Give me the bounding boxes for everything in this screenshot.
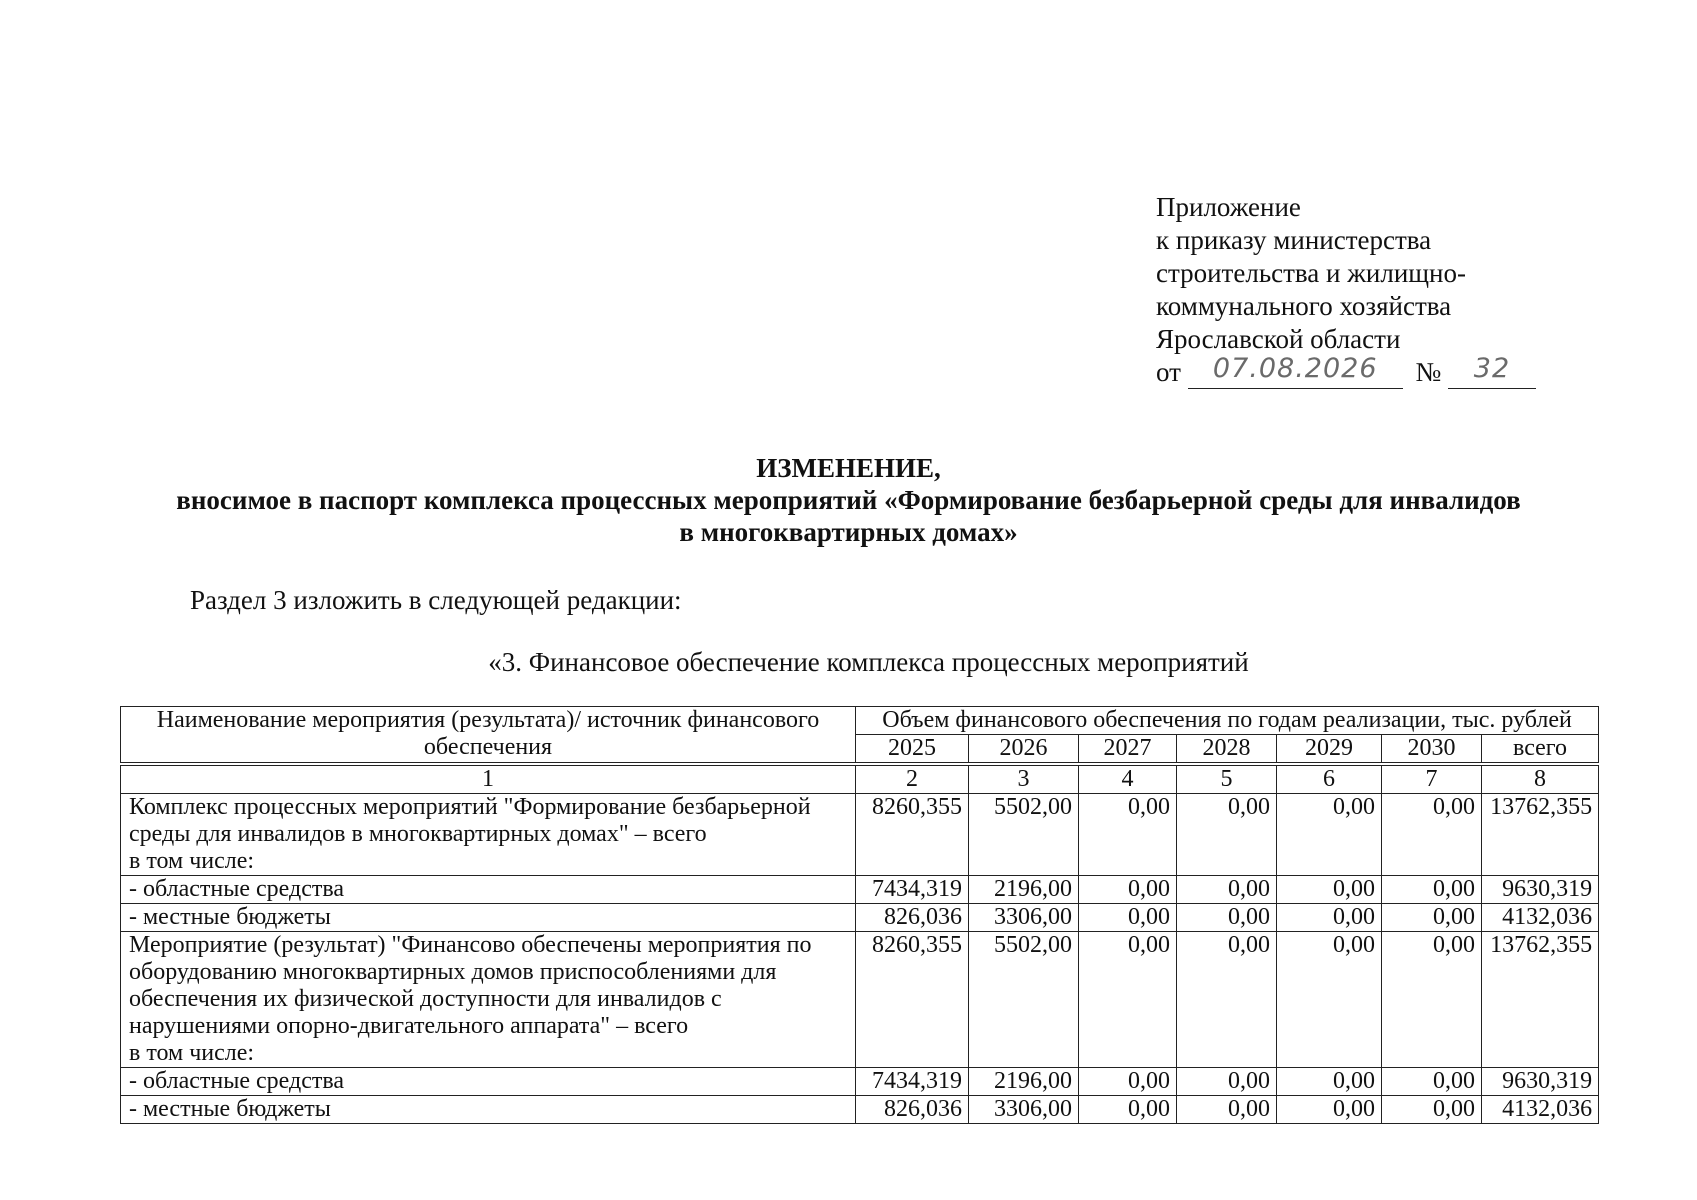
row-value: 0,00 [1177,1068,1277,1096]
finance-table [120,706,1599,1124]
row-total: 4132,036 [1482,1096,1599,1124]
row-total: 13762,355 [1482,932,1599,1068]
row-value: 0,00 [1079,932,1177,1068]
row-value: 0,00 [1382,876,1482,904]
table-body [121,763,1599,1124]
row-value: 0,00 [1079,1068,1177,1096]
order-date-number-line [1156,353,1576,389]
row-name: Мероприятие (результат) "Финансово обеспечены мероприятия по оборудованию многоквартирных домов приспособлениями для обеспечения их физической доступности для инвалидов с нарушениями опорно-двигательного аппарата" – всего в том числе: [121,932,856,1068]
row-value: 5502,00 [969,794,1079,876]
row-value: 0,00 [1079,1096,1177,1124]
row-total: 13762,355 [1482,794,1599,876]
header-year: 2027 [1079,735,1177,763]
row-value: 0,00 [1177,904,1277,932]
row-value: 0,00 [1382,1096,1482,1124]
row-value: 0,00 [1277,794,1382,876]
row-value: 7434,319 [856,876,969,904]
row-value: 0,00 [1382,794,1482,876]
table-row [121,1068,1599,1096]
row-name: - областные средства [121,1068,856,1096]
row-name: - местные бюджеты [121,1096,856,1124]
row-value: 2196,00 [969,876,1079,904]
handwritten-number: 32 [1473,353,1511,384]
row-value: 7434,319 [856,1068,969,1096]
appendix-line: строительства и жилищно- [1156,258,1466,288]
column-number-row [121,766,1599,794]
appendix-line: к приказу министерства [1156,225,1432,255]
row-value: 0,00 [1382,904,1482,932]
row-value: 0,00 [1079,794,1177,876]
header-volume-cell: Объем финансового обеспечения по годам реализации, тыс. рублей [856,707,1599,735]
header-year: 2030 [1382,735,1482,763]
row-value: 0,00 [1079,876,1177,904]
from-label: от [1156,357,1181,387]
row-value: 2196,00 [969,1068,1079,1096]
row-value: 0,00 [1382,932,1482,1068]
row-total: 9630,319 [1482,876,1599,904]
header-total: всего [1482,735,1599,763]
section-title: «3. Финансовое обеспечение комплекса процессных мероприятий [488,647,1249,677]
header-year: 2025 [856,735,969,763]
row-value: 826,036 [856,1096,969,1124]
column-number: 3 [969,766,1079,794]
table-header [121,707,1599,763]
instruction-text: Раздел 3 изложить в следующей редакции: [190,585,682,615]
row-total: 4132,036 [1482,904,1599,932]
order-date-field [1188,353,1403,389]
table-row [121,876,1599,904]
title-line-1: ИЗМЕНЕНИЕ, [756,453,941,483]
row-value: 826,036 [856,904,969,932]
row-value: 0,00 [1079,904,1177,932]
table-row [121,1096,1599,1124]
row-value: 0,00 [1277,904,1382,932]
row-value: 0,00 [1177,932,1277,1068]
column-number: 8 [1482,766,1599,794]
column-number: 1 [121,766,856,794]
appendix-line: коммунального хозяйства [1156,291,1452,321]
row-total: 9630,319 [1482,1068,1599,1096]
row-name: Комплекс процессных мероприятий "Формирование безбарьерной среды для инвалидов в многоквартирных домах" – всего в том числе: [121,794,856,876]
row-value: 0,00 [1382,1068,1482,1096]
table-row [121,932,1599,1068]
row-value: 3306,00 [969,904,1079,932]
header-year: 2029 [1277,735,1382,763]
appendix-line: Приложение [1156,192,1301,222]
row-value: 5502,00 [969,932,1079,1068]
row-value: 0,00 [1277,1096,1382,1124]
number-label: № [1415,357,1442,387]
handwritten-date: 07.08.2026 [1212,353,1378,384]
row-value: 0,00 [1177,794,1277,876]
header-year: 2026 [969,735,1079,763]
table-row [121,794,1599,876]
row-value: 0,00 [1277,932,1382,1068]
table-row [121,904,1599,932]
row-value: 8260,355 [856,932,969,1068]
row-value: 0,00 [1177,876,1277,904]
row-value: 0,00 [1277,876,1382,904]
row-value: 3306,00 [969,1096,1079,1124]
column-number: 6 [1277,766,1382,794]
row-name: - областные средства [121,876,856,904]
header-year: 2028 [1177,735,1277,763]
column-number: 7 [1382,766,1482,794]
finance-table-container [120,706,1598,1124]
row-value: 0,00 [1177,1096,1277,1124]
row-value: 8260,355 [856,794,969,876]
row-name: - местные бюджеты [121,904,856,932]
row-value: 0,00 [1277,1068,1382,1096]
appendix-line: Ярославской области [1156,324,1401,354]
appendix-block [1156,191,1576,389]
column-number: 5 [1177,766,1277,794]
column-number: 2 [856,766,969,794]
document-title [0,452,1697,548]
title-line-2: вносимое в паспорт комплекса процессных мероприятий «Формирование безбарьерной среды для инвалидов [176,485,1521,515]
title-line-3: в многоквартирных домах» [679,517,1018,547]
order-number-field [1448,353,1536,389]
column-number: 4 [1079,766,1177,794]
header-name-cell: Наименование мероприятия (результата)/ источник финансового обеспечения [121,707,856,763]
